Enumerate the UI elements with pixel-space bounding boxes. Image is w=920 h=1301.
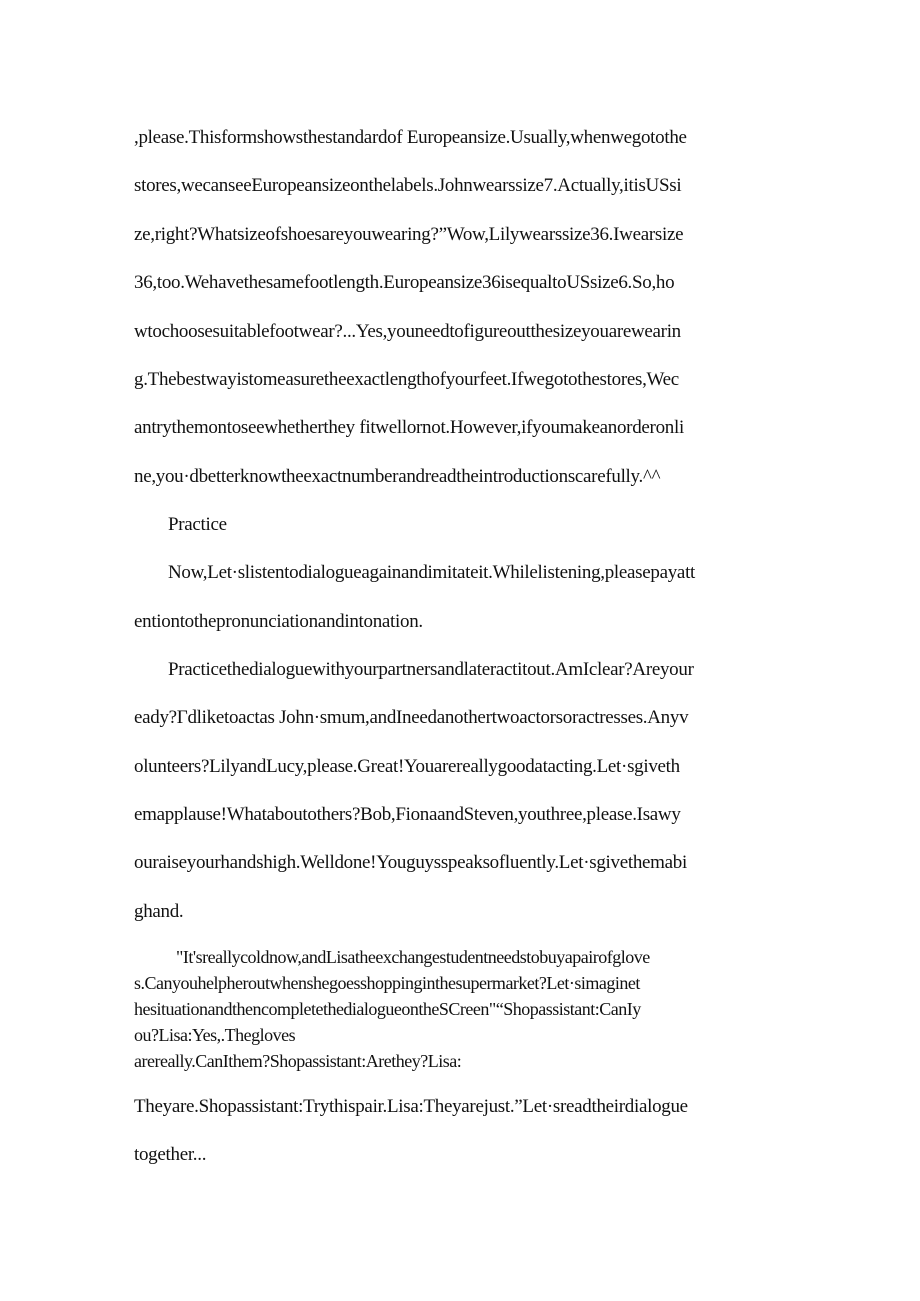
text-line: ne,you·dbetterknowtheexactnumberandreadtheintroductionscarefully.^^ bbox=[134, 466, 661, 487]
text-line: eady?Γdliketoactas John·smum,andIneedanothertwoactorsoractresses.Anyv bbox=[134, 707, 689, 728]
text-line: ,please.Thisformshowsthestandardof Europeansize.Usually,whenwegotothe bbox=[134, 127, 687, 148]
text-line: ze,right?Whatsizeofshoesareyouwearing?”Wow,Lilywearssize36.Iwearsize bbox=[134, 224, 684, 245]
text-line: together... bbox=[134, 1144, 207, 1165]
text-line: ghand. bbox=[134, 901, 184, 922]
text-line: Theyare.Shopassistant:Trythispair.Lisa:Theyarejust.”Let·sreadtheirdialogue bbox=[134, 1096, 688, 1117]
text-line: Practicethedialoguewithyourpartnersandlateractitout.AmIclear?Areyour bbox=[168, 659, 694, 680]
text-line: "It'sreallycoldnow,andLisatheexchangestudentneedstobuyapairofglove bbox=[176, 947, 650, 967]
text-line: s.Canyouhelpheroutwhenshegoesshoppinginthesupermarket?Let·simaginet bbox=[134, 973, 640, 993]
text-line: hesituationandthencompletethedialogueontheSCreen"“Shopassistant:CanIy bbox=[134, 999, 641, 1019]
text-line: emapplause!Whataboutothers?Bob,FionaandSteven,youthree,please.Isawy bbox=[134, 804, 681, 825]
text-line: 36,too.Wehavethesamefootlength.Europeansize36isequaltoUSsize6.So,ho bbox=[134, 272, 675, 293]
text-line: antrythemontoseewhetherthey fitwellornot.However,ifyoumakeanorderonli bbox=[134, 417, 684, 438]
text-line: g.Thebestwayistomeasuretheexactlengthofyourfeet.Ifwegotothestores,Wec bbox=[134, 369, 679, 390]
text-line: Now,Let·slistentodialogueagainandimitateit.Whilelistening,pleasepayatt bbox=[168, 562, 696, 583]
text-line: olunteers?LilyandLucy,please.Great!Youarereallygoodatacting.Let·sgiveth bbox=[134, 756, 680, 777]
text-line: stores,wecanseeEuropeansizeonthelabels.Johnwearssize7.Actually,itisUSsi bbox=[134, 175, 682, 196]
text-line: arereally.CanIthem?Shopassistant:Arethey?Lisa: bbox=[134, 1051, 462, 1071]
text-line: ouraiseyourhandshigh.Welldone!Youguysspeaksofluently.Let·sgivethemabi bbox=[134, 852, 687, 873]
text-line: entiontothepronunciationandintonation. bbox=[134, 611, 423, 632]
section-heading-practice: Practice bbox=[168, 514, 227, 535]
text-line: ou?Lisa:Yes,.Thegloves bbox=[134, 1025, 296, 1045]
text-line: wtochoosesuitablefootwear?...Yes,youneedtofigureoutthesizeyouarewearin bbox=[134, 321, 681, 342]
